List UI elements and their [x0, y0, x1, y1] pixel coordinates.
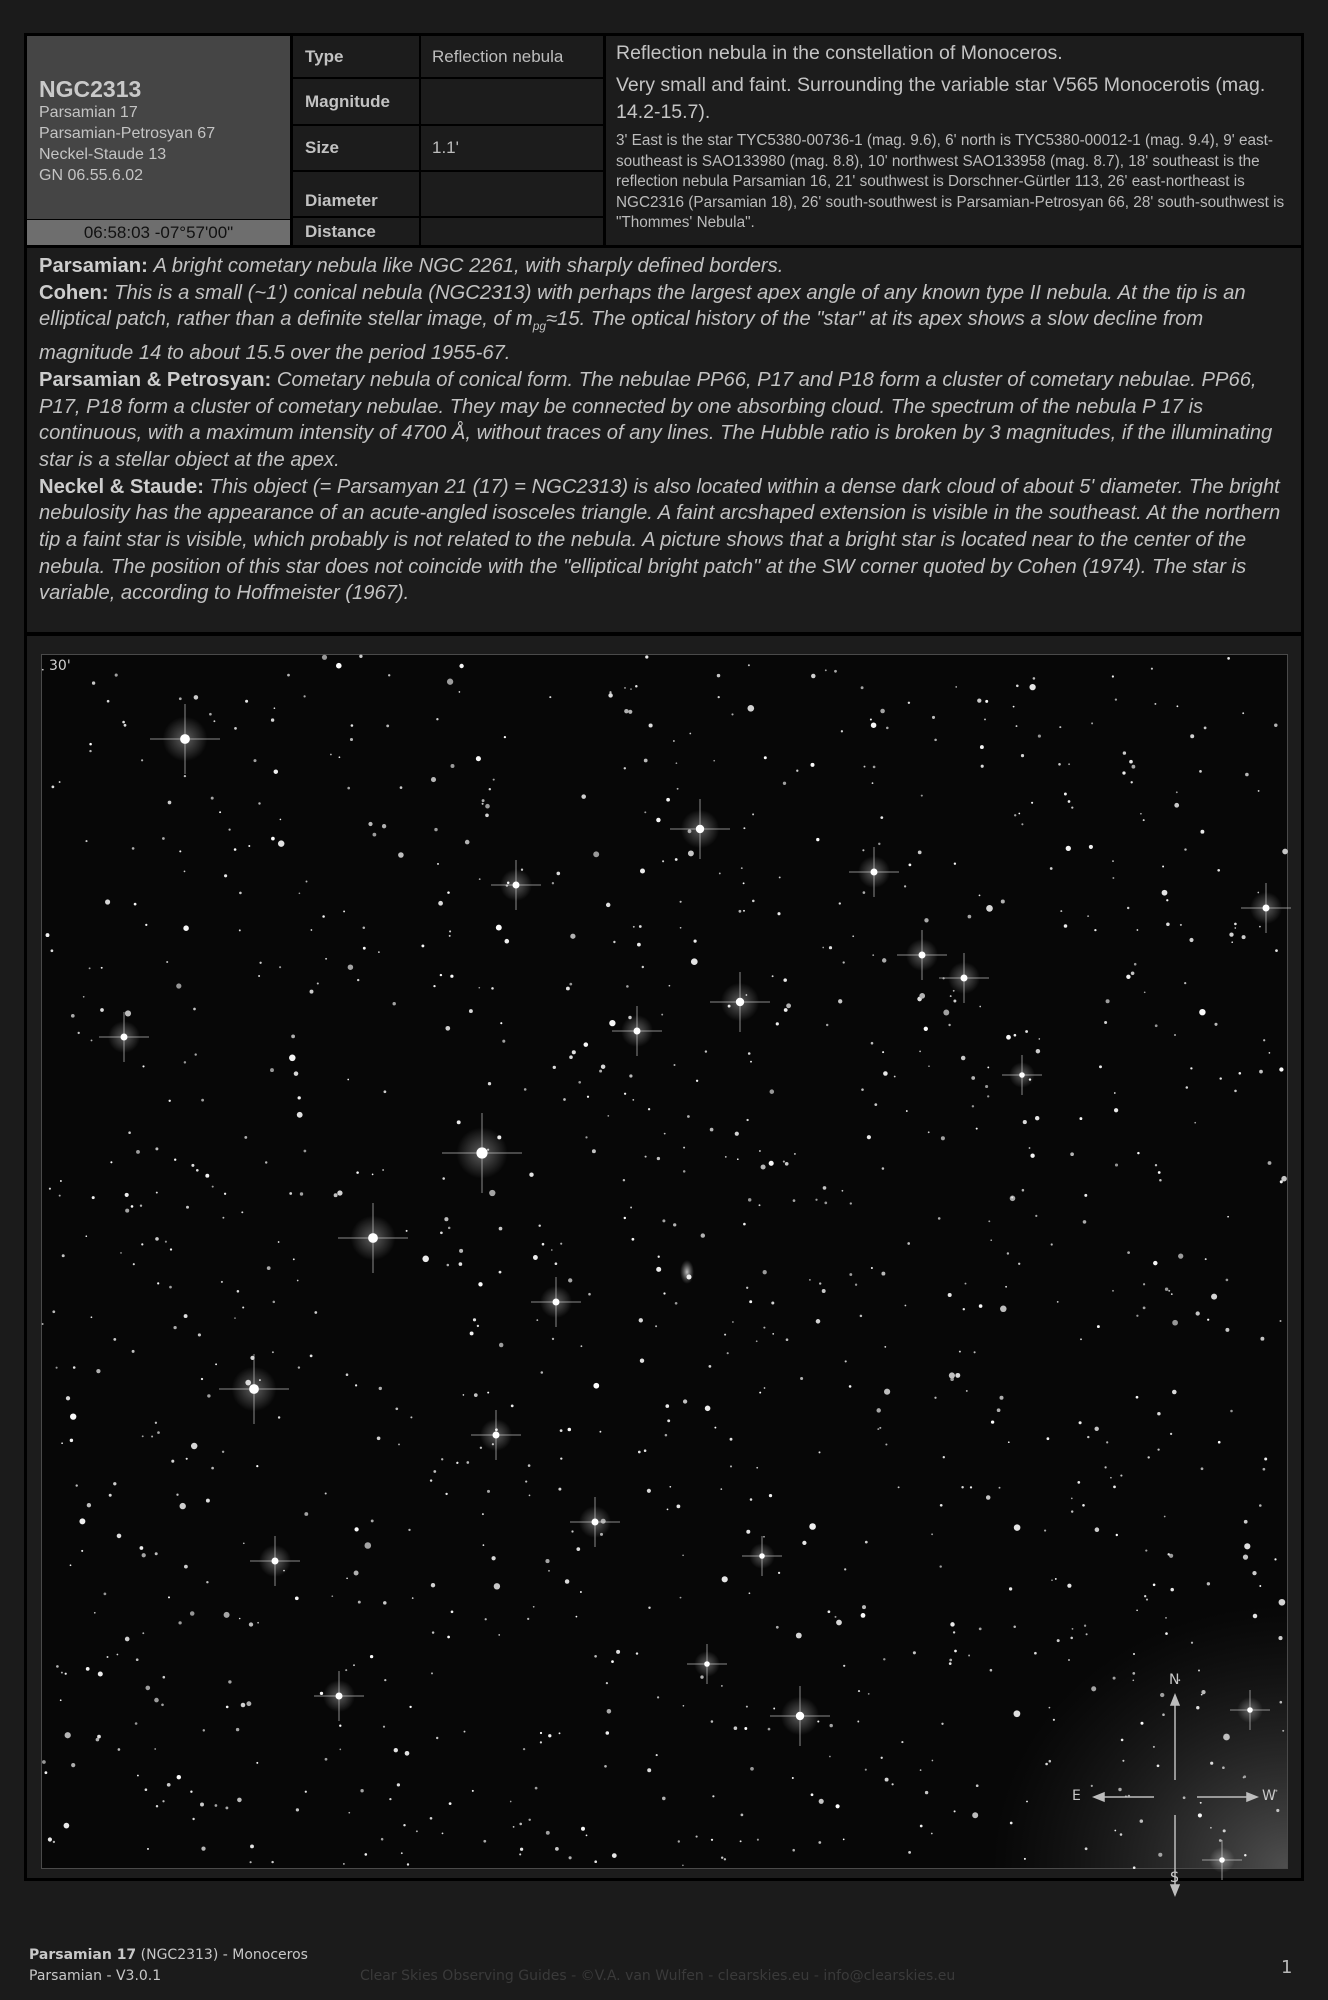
note-source: Parsamian & Petrosyan — [39, 368, 265, 391]
footer-title-detail: (NGC2313) - Monoceros — [136, 1947, 308, 1963]
note-source: Cohen — [39, 281, 102, 304]
object-coordinates: 06:58:03 -07°57'00" — [27, 220, 290, 245]
description-line-1: Reflection nebula in the constellation of Monoceros. — [616, 42, 1063, 64]
footer-credit: Clear Skies Observing Guides - ©V.A. van Wulfen - clearskies.eu - info@clearskies.eu — [360, 1968, 956, 1984]
note-neckel-staude: Neckel & Staude: This object (= Parsamyan 21 (17) = NGC2313) is also located within a dense dark cloud of about 5' diameter. The bright nebulosity has the appearance of an acute-angled isosceles triangle. A faint arcshaped extension is visible in the southeast. At the northern tip a faint star is visible, which probably is not related to the nebula. A picture shows that a bright star is located near to the center of the nebula. The position of this star does not coincide with the "elliptical bright patch" at the SW corner quoted by Cohen (1974). The star is variable, according to Hoffmeister (1967). — [39, 475, 1281, 605]
property-row-distance — [293, 218, 603, 245]
property-value — [421, 79, 603, 124]
property-value — [421, 218, 603, 245]
note-text: ≈15. The optical history of the "star" at its apex shows a slow decline from magnitude 14 to about 15.5 over the period 1955-67. — [39, 308, 1204, 365]
note-source: Neckel & Staude — [39, 475, 198, 498]
star-field-image — [42, 655, 1287, 1886]
property-row-size — [293, 126, 603, 170]
nebula-ngc2313 — [680, 1260, 694, 1284]
property-label: Distance — [293, 218, 419, 245]
object-name-panel — [27, 36, 290, 219]
note-text: Cometary nebula of conical form. The nebulae PP66, P17 and P18 form a cluster of cometary nebulae. PP66, P17, P18 form a cluster of cometary nebulae. They may be connected by one absorbing cloud. The spectrum of the nebula P 17 is continuous, with a maximum intensity of 4700 Å, without traces of any lines. The Hubble ratio is broken by 3 magnitudes, if the illuminating star is a stellar object at the apex. — [39, 368, 1273, 471]
property-value: 1.1' — [421, 126, 603, 170]
scale-label: 30' — [49, 658, 71, 674]
object-card — [24, 33, 1304, 1886]
compass-east-label: E — [1072, 1788, 1081, 1804]
page-number: 1 — [1281, 1957, 1293, 1978]
note-source: Parsamian — [39, 255, 142, 277]
object-alias: GN 06.55.6.02 — [39, 167, 144, 184]
property-value: Reflection nebula — [421, 36, 603, 77]
note-parsamian: Parsamian: A bright cometary nebula like NGC 2261, with sharply defined borders. — [39, 255, 784, 277]
object-title: NGC2313 — [39, 76, 142, 102]
property-row-magnitude — [293, 79, 603, 124]
compass-west-label: W — [1262, 1788, 1276, 1804]
footer-title — [29, 1947, 308, 1963]
properties-table — [293, 36, 603, 245]
property-label: Size — [293, 126, 419, 170]
property-label: Type — [293, 36, 419, 77]
property-value — [421, 172, 603, 216]
note-parsamian-petrosyan: Parsamian & Petrosyan: Cometary nebula of conical form. The nebulae PP66, P17 and P18 form a cluster of cometary nebulae. PP66, P17, P18 form a cluster of cometary nebulae. They may be connected by one absorbing cloud. The spectrum of the nebula P 17 is continuous, with a maximum intensity of 4700 Å, without traces of any lines. The Hubble ratio is broken by 3 magnitudes, if the illuminating star is a stellar object at the apex. — [39, 368, 1273, 471]
note-subscript: pg — [532, 319, 547, 334]
observer-notes — [27, 248, 1301, 632]
description-surroundings: 3' East is the star TYC5380-00736-1 (mag. 9.6), 6' north is TYC5380-00012-1 (mag. 9.4), 9' east-southeast is SAO133980 (mag. 8.8), 10' northwest SAO133958 (mag. 8.7), 18' southeast is the reflection nebula Parsamian 16, 21' southwest is Dorschner-Gürtler 113, 26' east-northeast is NGC2316 (Parsamian 18), 26' south-southwest is Parsamian-Petrosyan 66, 28' south-southwest is "Thommes' Nebula". — [616, 132, 1285, 231]
description-line-2: Very small and faint. Surrounding the variable star V565 Monocerotis (mag. 14.2-15.7). — [616, 74, 1266, 123]
property-row-diameter — [293, 172, 603, 216]
property-label: Magnitude — [293, 79, 419, 124]
object-alias: Parsamian-Petrosyan 67 — [39, 125, 216, 142]
compass-north-label: N — [1169, 1672, 1180, 1688]
star-field — [42, 655, 1287, 1868]
footer-subtitle: Parsamian - V3.0.1 — [29, 1968, 162, 1984]
note-cohen: Cohen: This is a small (~1') conical nebula (NGC2313) with perhaps the largest apex angle of any known type II nebula. At the tip is an elliptical patch, rather than a definite stellar image, of $m_{pg}\approx 15$. The optical history of the "star" at its apex shows a slow decline from magnitude 14 to about 15.5 over the period 1955-67. — [39, 281, 1246, 365]
property-row-type — [293, 36, 603, 77]
note-text: This is a small (~1') conical nebula (NGC2313) with perhaps the largest apex angle of any known type II nebula. At the tip is an elliptical patch, rather than a definite stellar image, of m — [39, 281, 1246, 331]
object-alias: Parsamian 17 — [39, 104, 138, 121]
finder-image-panel — [27, 636, 1301, 1886]
description-panel — [606, 36, 1301, 245]
footer-title-object: Parsamian 17 — [29, 1947, 137, 1963]
note-text: This object (= Parsamyan 21 (17) = NGC2313) is also located within a dense dark cloud of about 5' diameter. The bright nebulosity has the appearance of an acute-angled isosceles triangle. A faint arcshaped extension is visible in the southeast. At the northern tip a faint star is visible, which probably is not related to the nebula. A picture shows that a bright star is located near to the center of the nebula. The position of this star does not coincide with the "elliptical bright patch" at the SW corner quoted by Cohen (1974). The star is variable, according to Hoffmeister (1967). — [39, 475, 1281, 605]
object-alias: Neckel-Staude 13 — [39, 146, 167, 163]
compass-south-label: S — [1170, 1870, 1179, 1886]
property-label: Diameter — [293, 172, 419, 216]
note-text: A bright cometary nebula like NGC 2261, with sharply defined borders. — [153, 255, 784, 277]
